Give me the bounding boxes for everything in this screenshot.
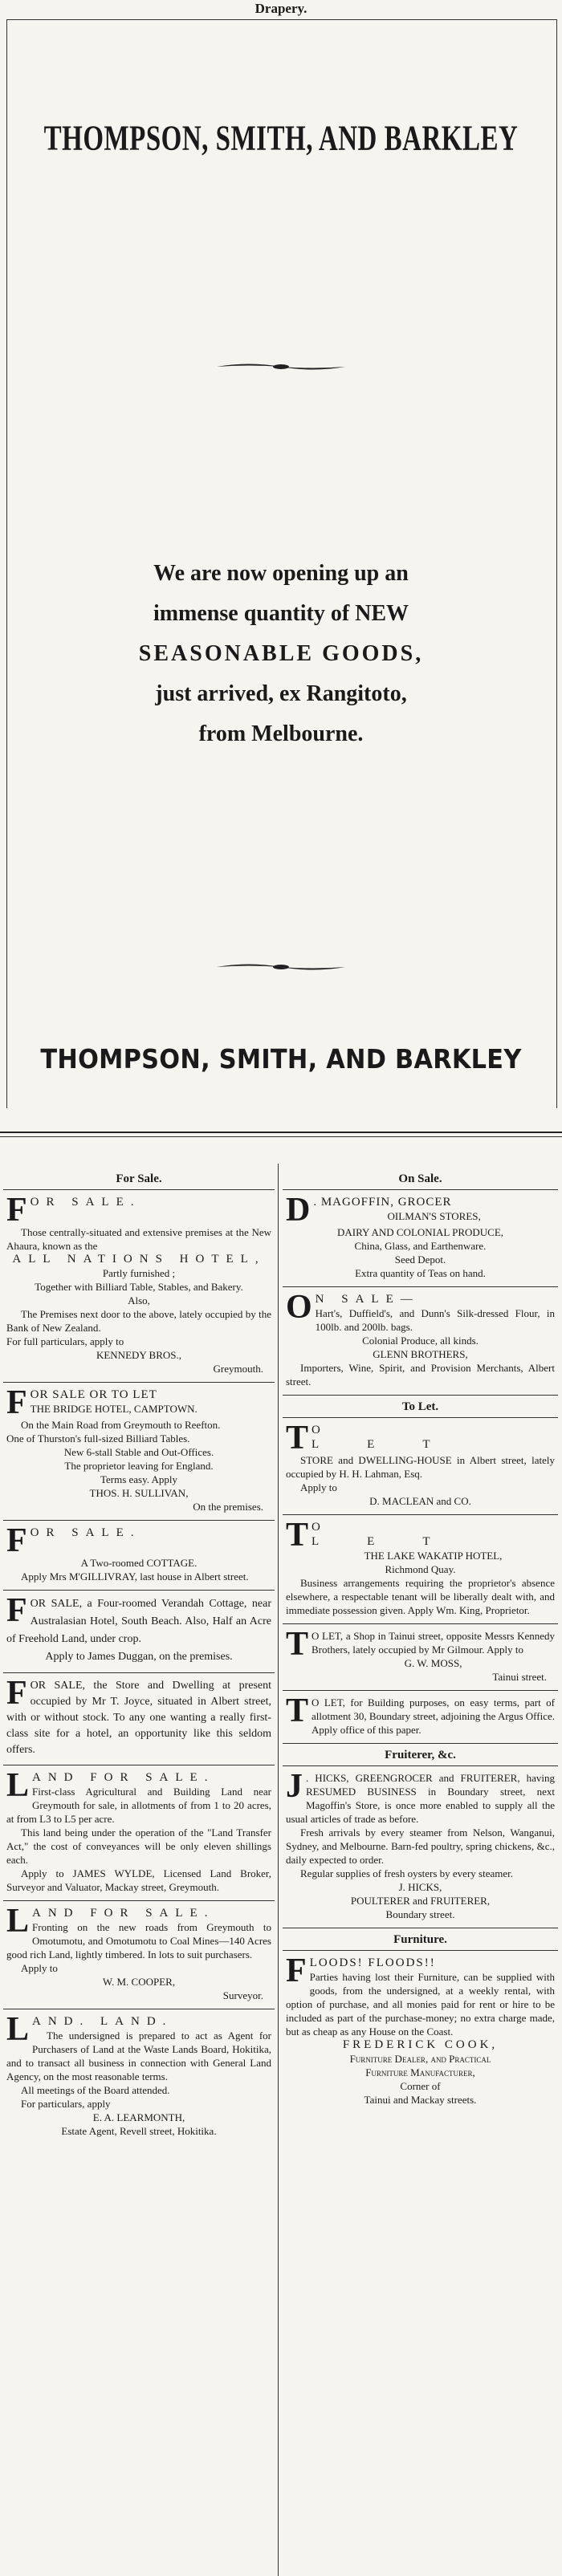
ad-signature: G. W. MOSS,	[404, 1657, 462, 1669]
drop-cap: T	[286, 1692, 309, 1729]
ad-lead: AND FOR SALE.	[32, 1907, 215, 1920]
ad-text: For full particulars, apply to	[6, 1335, 124, 1347]
ad-title: THE BRIDGE HOTEL, CAMPTOWN.	[30, 1403, 198, 1415]
ad-lead: O LET	[312, 1424, 479, 1451]
divider-rule	[0, 1132, 562, 1133]
building-allotment-ad	[283, 1691, 558, 1744]
drop-cap: F	[6, 1592, 27, 1629]
drop-cap: D	[286, 1192, 311, 1229]
store-dwelling-ad	[3, 1673, 275, 1765]
ad-text: Together with Billiard Table, Stables, and Bakery.	[35, 1281, 243, 1293]
drop-cap: F	[6, 1675, 27, 1712]
ad-signature: Boundary street.	[385, 1908, 455, 1920]
ad-text: A Two-roomed COTTAGE.	[80, 1557, 198, 1569]
ad-text: OR SALE, a Four-roomed Verandah Cottage, near Australasian Hotel, South Beach. Also, Half an Acre of Freehold Land, under crop.	[6, 1598, 271, 1645]
ad-text: Colonial Produce, all kinds.	[362, 1335, 479, 1347]
ad-lead: AND. LAND.	[32, 2015, 173, 2028]
ad-lead: N SALE—	[315, 1293, 420, 1306]
ad-text: First-class Agricultural and Building Land near Greymouth for sale, in allotments of from 1 to 20 acres, at from L3 to L5 per acre.	[6, 1786, 271, 1825]
ad-lead: OR SALE.	[30, 1196, 141, 1209]
ad-text: One of Thurston's full-sized Billiard Tables.	[6, 1432, 190, 1444]
ad-text: STORE and DWELLING-HOUSE in Albert street, lately occupied by H. H. Lahman, Esq.	[286, 1454, 555, 1480]
drop-cap: L	[6, 1903, 30, 1940]
ad-signature: Tainui and Mackay streets.	[364, 2094, 477, 2106]
ad-text: . HICKS, GREENGROCER and FRUITERER, having RESUMED BUSINESS in Boundary street, next Magoffin's Store, is once more enabled to supply all the usual articles of trade as before.	[286, 1772, 555, 1825]
ad-text: Parties having lost their Furniture, can be supplied with goods, from the undersigned, at a weekly rental, with option of purchase, and all monies paid for rent or hire to be included as part of the purchase-money; no extra charge made, but as cheap as any House on the Coast.	[286, 1971, 555, 2038]
ad-text: Extra quantity of Teas on hand.	[355, 1267, 486, 1279]
ad-signature: J. HICKS,	[398, 1881, 442, 1893]
firm-name-footer: THOMPSON, SMITH, AND BARKLEY	[40, 1043, 522, 1075]
ad-signature: Furniture Manufacturer,	[365, 2066, 475, 2078]
ad-title: ALL NATIONS HOTEL,	[12, 1253, 266, 1266]
magoffin-grocer-ad	[283, 1190, 558, 1287]
ad-text: Apply to	[300, 1481, 337, 1493]
ad-signature: THOS. H. SULLIVAN,	[89, 1487, 189, 1499]
ornament-rule-bottom	[217, 961, 345, 973]
fruiterer-heading: Fruiterer, &c.	[283, 1744, 558, 1766]
drop-cap: L	[6, 2011, 30, 2048]
glenn-brothers-ad	[283, 1287, 558, 1396]
ad-text: On the Main Road from Greymouth to Reefton.	[21, 1419, 221, 1431]
ad-text: Partly furnished ;	[102, 1267, 176, 1279]
ad-text: Apply to	[21, 1962, 58, 1974]
shop-tainui-street-ad	[283, 1624, 558, 1691]
drop-cap: L	[6, 1767, 30, 1804]
verandah-cottage-ad	[3, 1591, 275, 1673]
ad-text: The undersigned is prepared to act as Agent for Purchasers of Land at the Waste Lands Board, Hokitika, and to transact all business in connection with General Land Agency, on the most reasonable terms.	[6, 2030, 271, 2082]
ad-text: Apply to James Duggan, on the premises.	[45, 1651, 233, 1663]
land-for-sale-ad-1	[3, 1765, 275, 1901]
furniture-heading: Furniture.	[283, 1928, 558, 1951]
drop-cap: F	[6, 1192, 27, 1229]
ad-text: For particulars, apply	[21, 2098, 111, 2110]
ad-signature: Corner of	[400, 2080, 441, 2092]
drop-cap: J	[286, 1768, 303, 1805]
ad-signature: Greymouth.	[213, 1363, 263, 1375]
ad-text: Richmond Quay.	[385, 1563, 456, 1575]
ad-text: Apply to JAMES WYLDE, Licensed Land Broker, Surveyor and Valuator, Mackay street, Greymouth.	[6, 1867, 271, 1893]
ad-text: Seed Depot.	[394, 1253, 446, 1266]
ad-text: Apply Mrs M'GILLIVRAY, last house in Albert street.	[21, 1570, 249, 1583]
lake-wakatip-hotel-ad	[283, 1515, 558, 1624]
ad-text: Also,	[128, 1294, 150, 1306]
ad-title: DAIRY AND COLONIAL PRODUCE,	[336, 1226, 504, 1238]
ad-text: O LET, for Building purposes, on easy terms, part of allotment 30, Boundary street, adjoining the Argus Office. Apply office of this paper.	[312, 1696, 555, 1736]
ad-signature: FREDERICK COOK,	[342, 2038, 499, 2051]
ad-text: This land being under the operation of the "Land Transfer Act," the cost of conveyances will be only eleven shillings each.	[6, 1826, 271, 1866]
ad-text: The proprietor leaving for England.	[64, 1460, 214, 1472]
left-column	[3, 1168, 275, 2144]
ad-signature: Tainui street.	[492, 1671, 547, 1683]
ad-lead: OR SALE OR TO LET	[30, 1388, 157, 1401]
drop-cap: F	[286, 1952, 307, 1989]
ad-signature: Estate Agent, Revell street, Hokitika.	[61, 2125, 217, 2137]
ad-lead: AND FOR SALE.	[32, 1771, 215, 1784]
announcement-line: just arrived, ex Rangitoto,	[155, 681, 407, 706]
announcement-line: SEASONABLE GOODS,	[138, 641, 424, 666]
ad-text: All meetings of the Board attended.	[21, 2084, 170, 2096]
hicks-fruiterer-ad	[283, 1766, 558, 1928]
section-header: Drapery.	[255, 1, 307, 16]
ad-lead: LOODS! FLOODS!!	[309, 1956, 436, 1969]
ad-signature: E. A. LEARMONTH,	[92, 2111, 185, 2123]
to-let-heading: To Let.	[283, 1396, 558, 1418]
announcement-text	[0, 554, 562, 754]
ad-title: OILMAN'S STORES,	[387, 1210, 481, 1222]
ad-text: Regular supplies of fresh oysters by every steamer.	[300, 1867, 513, 1879]
ad-title: THE LAKE WAKATIP HOTEL,	[364, 1550, 503, 1562]
ad-text: Hart's, Duffield's, and Dunn's Silk-dressed Flour, in 100lb. and 200lb. bags.	[315, 1307, 555, 1333]
firm-name-title: THOMPSON, SMITH, AND BARKLEY	[43, 119, 519, 159]
announcement-line: from Melbourne.	[198, 721, 364, 746]
ad-signature: On the premises.	[193, 1501, 263, 1513]
ad-signature: Furniture Dealer, and Practical	[349, 2053, 491, 2065]
ad-text: Those centrally-situated and extensive premises at the New Ahaura, known as the	[6, 1226, 271, 1252]
ad-text: Fresh arrivals by every steamer from Nelson, Wanganui, Sydney, and Melbourne. Barn-fed poultry, spring chickens, &c., daily expected to order.	[286, 1826, 555, 1866]
drop-cap: T	[286, 1517, 309, 1554]
ad-signature: W. M. COOPER,	[102, 1976, 176, 1988]
ad-text: China, Glass, and Earthenware.	[354, 1240, 487, 1252]
ad-lead: O LET	[312, 1521, 479, 1548]
bridge-hotel-ad	[3, 1383, 275, 1521]
ad-text: O LET, a Shop in Tainui street, opposite Messrs Kennedy Brothers, lately occupied by Mr Gilmour. Apply to	[312, 1630, 555, 1656]
ad-text: The Premises next door to the above, lately occupied by the Bank of New Zealand.	[6, 1308, 271, 1334]
ad-text: New 6-stall Stable and Out-Offices.	[63, 1446, 214, 1458]
column-divider	[278, 1164, 279, 2576]
ad-signature: KENNEDY BROS.,	[96, 1349, 182, 1361]
divider-rule-thin	[0, 1136, 562, 1137]
ad-signature: D. MACLEAN and CO.	[369, 1495, 471, 1507]
ad-signature: GLENN BROTHERS,	[373, 1348, 468, 1360]
announcement-line: immense quantity of NEW	[153, 601, 409, 626]
all-nations-hotel-ad	[3, 1190, 275, 1383]
land-agent-ad	[3, 2009, 275, 2144]
floods-furniture-ad	[283, 1951, 558, 2113]
land-for-sale-ad-2	[3, 1901, 275, 2009]
cottage-ad	[3, 1521, 275, 1591]
announcement-line: We are now opening up an	[153, 561, 409, 586]
for-sale-heading: For Sale.	[3, 1168, 275, 1190]
drop-cap: T	[286, 1626, 309, 1663]
ad-text: OR SALE, the Store and Dwelling at present occupied by Mr T. Joyce, situated in Albert street, with or without stock. To any one wanting a really first-class site for a hotel, an opportunity like this seldom offers.	[6, 1680, 271, 1756]
ad-signature: POULTERER and FRUITERER,	[350, 1895, 491, 1907]
drop-cap: F	[6, 1384, 27, 1421]
store-dwelling-to-let-ad	[283, 1418, 558, 1515]
ad-text: Importers, Wine, Spirit, and Provision Merchants, Albert street.	[286, 1362, 555, 1388]
ornament-rule-top	[217, 361, 345, 372]
on-sale-heading: On Sale.	[283, 1168, 558, 1190]
drop-cap: F	[6, 1522, 27, 1559]
ad-lead: . MAGOFFIN, GROCER	[313, 1196, 452, 1209]
drop-cap: T	[286, 1420, 309, 1457]
ad-lead: OR SALE.	[30, 1526, 141, 1539]
ad-text: Fronting on the new roads from Greymouth to Omotumotu, and Omotumotu to Coal Mines—140 Acres good rich Land, lightly timbered. In lots to suit purchasers.	[6, 1921, 271, 1960]
drop-cap: O	[286, 1289, 312, 1326]
right-column	[283, 1168, 558, 2113]
ad-text: Business arrangements requiring the proprietor's absence elsewhere, a respectable tenant will be liberally dealt with, and immediate possession given. Apply Wm. King, Proprietor.	[286, 1577, 555, 1616]
ad-text: Terms easy. Apply	[100, 1473, 178, 1485]
ad-signature: Surveyor.	[222, 1989, 263, 2001]
